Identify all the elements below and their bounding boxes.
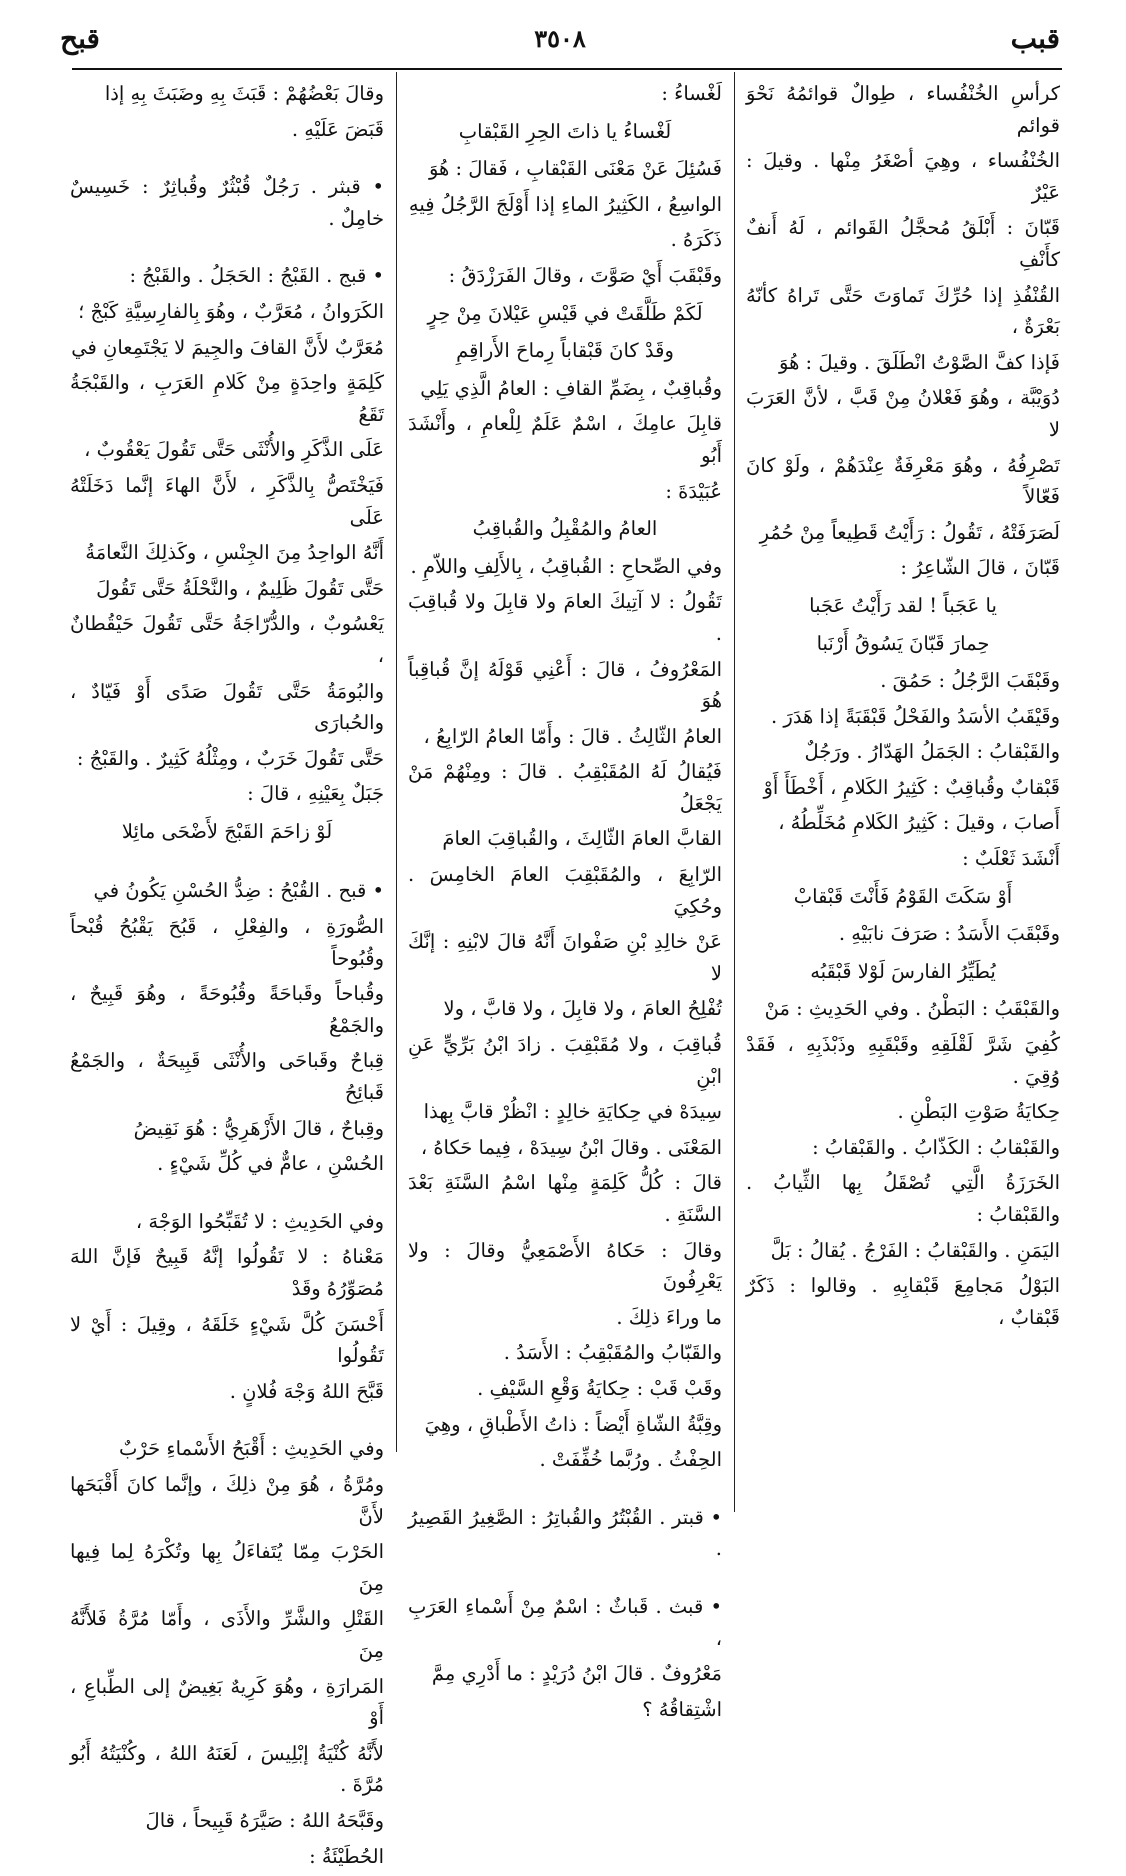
poetry-verse: لَغْساءُ يا ذاتَ الحِرِ القَبْقابِ [458, 119, 672, 143]
text-line: المَعْنَى . وقالَ ابْنُ سِيدَهْ ، فِيما حَكاهُ ، [420, 1135, 722, 1159]
text-line: المَعْرُوفُ ، قالَ : أَعْنِي قَوْلَهُ إنَّ قُباقِباً هُوَ [408, 657, 722, 713]
text-line: قُباقِبَ ، ولا مُقَبْقِبَ . زادَ ابْنُ بَرِّيٍّ عَنِ ابْنِ [408, 1033, 722, 1088]
text-line: المَرارَةِ ، وهُوَ كَرِيهٌ بَغِيضٌ إلى الطِّباعِ ، أَوْ [70, 1674, 384, 1730]
text-line: جَبَلٌ بِعَيْنِهِ ، قالَ : [247, 782, 384, 806]
text-line: الرّابِعَ ، والمُقَبْقِبَ العامَ الخامِسَ . وحُكِيَ [408, 863, 722, 918]
text-line: الكَرَوانُ ، مُعَرَّبٌ ، وهُوَ بِالفارِسِيَّةِ كَبْجْ ؛ [78, 299, 384, 323]
text-line: وقُباحاً وقَباحَةً وقُبُوحَةً ، وهُوَ قَبِيحٌ ، والجَمْعُ [70, 982, 384, 1037]
text-line: وقُباقِبٌ ، بِضَمِّ القافِ : العامُ الَّذِي يَلِي [420, 376, 722, 400]
text-line: والبُومَةُ حَتَّى تَقُولَ صَدًى أَوْ فَيّادٌ ، والحُبارَى [70, 679, 384, 735]
text-line: وقَيْقَبُ الأسَدُ والفَحْلُ قَبْقَبَةً إذا هَدَرَ . [771, 704, 1060, 728]
text-line: كرأسِ الخُنْفُساء ، طِوالٌ قوائمُهُ نَحْوَ قوائم [746, 82, 1060, 137]
text-line: القُنْفُذِ إذا حُرِّكَ تَماوَتَ حَتَّى تَراهُ كأنّهُ بَعْرَةٌ ، [746, 283, 1060, 339]
column-divider [396, 72, 398, 1452]
poetry-verse: حِمارَ قَبّانَ يَسُوقُ أَرْنَبا [816, 631, 990, 655]
text-line: الحُطَيْئَةُ : [309, 1844, 384, 1868]
text-line: الحَرْبَ مِمّا يُتَفاءَلُ بِها وتُكْرَهُ لِما فِيها مِنَ [70, 1540, 384, 1595]
text-line: والقَبّابُ والمُقَبْقِبُ : الأَسَدُ . [503, 1341, 722, 1365]
text-line: حِكايَةُ صَوْتِ البَطْنِ . [897, 1100, 1060, 1124]
text-line: الصُّورَةِ ، والفِعْلِ ، قَبُحَ يَقْبُحُ قُبْحاً وقُبُوحاً [70, 915, 384, 970]
text-line: ذَكَرَهُ . [670, 228, 722, 252]
text-line: الحِفْثُ . ورُبَّما خُفِّفَتْ . [539, 1448, 722, 1472]
text-line: الخُنْفُساء ، وهِيَ أصْغَرُ مِنْها . وقيلَ : عَيْرٌ [746, 149, 1060, 204]
text-line: اشْتِقاقُهُ ؟ [642, 1697, 722, 1721]
page-header [60, 22, 1060, 62]
text-line: عَلَى الذَّكَرِ والأُنْثَى حَتَّى تَقُولَ يَعْقُوبٌ ، [84, 438, 384, 462]
text-line: الواسِعُ ، الكَثِيرُ الماءِ إذا أَوْلَجَ الرَّجُلُ فِيهِ [408, 192, 722, 216]
text-line: والقَبْقَبُ : البَطْنُ . وفي الحَدِيثِ : مَنْ [764, 997, 1060, 1021]
entry-gap [70, 1411, 384, 1433]
entry-heading-line: • قبثر . رَجُلٌ قُبْثُرٌ وقُباثِرٌ : خَسِيسٌ خامِلٌ . [70, 175, 384, 230]
page-number: ٣٥٠٨ [534, 24, 586, 53]
text-line: كَلِمَةٍ واحِدَةٍ مِنْ كَلامِ العَرَبِ ، والقَبْجَةُ تَقَعُ [70, 371, 384, 426]
entry-gap [408, 1569, 722, 1591]
text-line: أَصابَ ، وقيلَ : كَثِيرُ الكَلامِ مُخَلِّطُهُ ، [778, 811, 1060, 835]
text-line: فَيُقالُ لَهُ المُقَبْقِبُ . قالَ : ومِنْهُمْ مَنْ يَجْعَلُ [408, 760, 722, 815]
entry-gap [70, 1184, 384, 1206]
text-line: قَبَضَ عَلَيْهِ . [291, 117, 384, 141]
entry-gap [70, 238, 384, 260]
poetry-verse: العامُ والمُقْبِلُ والقُباقِبُ [472, 517, 658, 541]
header-root-word-left: قبح [60, 22, 100, 55]
column-right [746, 78, 1060, 1337]
text-line: ومُرَّةُ ، هُوَ مِنْ ذلِكَ ، وإنَّما كانَ أَقْبَحَها لأَنَّ [70, 1472, 384, 1528]
text-line: لَصَرَفَتْهُ ، تَقُولُ : رَأَيْتُ قَطِيعاً مِنْ حُمُرِ [759, 520, 1060, 544]
poetry-verse: وقَدْ كانَ قَبْقاباً رِماحَ الأَراقِمِ [456, 339, 674, 363]
text-line: الخَرَزَةُ الَّتِي تُصْقَلُ بِها الثِّيابُ . والقَبْقابُ : [746, 1171, 1060, 1226]
text-line: ما وراءَ ذلِكَ . [616, 1305, 722, 1329]
text-line: مَعْناهُ : لا تَقُولُوا إنَّهُ قَبِيحٌ فَإنَّ اللهَ مُصَوِّرُهُ وقَدْ [70, 1245, 384, 1300]
text-line: فَسُئِلَ عَنْ مَعْنَى القَبْقابِ ، فَقالَ : هُوَ [428, 157, 722, 181]
text-line: قالَ : كُلُّ كَلِمَةٍ مِنْها اسْمُ السَّنَةِ بَعْدَ السَّنَةِ . [408, 1171, 722, 1226]
text-line: أَنَّهُ الواحِدُ مِنَ الجِنْسِ ، وكَذلِكَ النَّعامَةُ [85, 541, 384, 565]
poetry-verse: يُطَيِّرُ الفارسَ لَوْلا قَبْقَبُه [810, 959, 996, 983]
text-line: اليَمَنِ . والقَبْقابُ : الفَرْجُ . يُقالُ : بَلَّ [770, 1238, 1060, 1262]
text-line: لَغْساءُ : [661, 82, 722, 105]
text-line: تُفْلِحُ العامَ ، ولا قابِلَ ، ولا قابَّ ، ولا [443, 997, 722, 1021]
text-line: قَبّانَ ، قالَ الشّاعِرُ : [900, 556, 1060, 580]
entry-gap [408, 1480, 722, 1502]
text-line: يَعْسُوبٌ ، والدُّرّاجَةُ حَتَّى تَقُولَ حَيْقُطانٌ ، [70, 612, 384, 667]
text-line: مَعْرُوفٌ . قالَ ابْنُ دُرَيْدٍ : ما أَدْرِي مِمَّ [431, 1662, 722, 1686]
poetry-verse: لَوْ زاحَمَ القَبْجَ لأَضْحَى مائِلا [121, 819, 333, 843]
text-line: لأَنَّهُ كُنْيَةُ إبْلِيسَ ، لَعَنَهُ اللهُ ، وكُنْيَتُهُ أَبُو مُرَّةَ . [70, 1741, 384, 1797]
text-line: وقِباحٌ ، قالَ الأَزْهَرِيُّ : هُوَ نَقِيضُ [133, 1116, 384, 1140]
text-line: وفي الصِّحاحِ : القُباقِبُ ، بِالأَلِفِ واللاّمِ . [410, 554, 722, 578]
text-line: قابِلَ عامِكَ ، اسْمٌ عَلَمٌ لِلْعامِ ، وأَنْشَدَ أَبُو [408, 412, 722, 467]
column-middle [408, 78, 722, 1729]
text-line: فَيَخْتَصُّ بِالذَّكَرِ ، لأَنَّ الهاءَ إنَّما دَخَلَتْهُ عَلَى [70, 473, 384, 529]
text-line: العامُ الثّالِثُ . قالَ : وأَمّا العامُ الرّابِعُ ، [423, 724, 722, 748]
header-rule [72, 68, 1062, 70]
entry-gap [70, 149, 384, 171]
text-line: وقَبْ قَبْ : حِكايَةُ وَقْعِ السَّيْفِ . [477, 1376, 722, 1400]
text-line: وفي الحَدِيثِ : لا تُقَبِّحُوا الوَجْهَ ، [135, 1209, 384, 1233]
text-line: والقَبْقابُ : الكَذّابُ . والقَبْقابُ : [812, 1135, 1060, 1159]
poetry-verse: لَكَمْ طَلَّقَتْ في قَيْسِ عَيْلانَ مِنْ حِرٍ [427, 301, 703, 325]
text-line: قَبَّحَ اللهُ وَجْهَ فُلانٍ . [229, 1379, 384, 1403]
entry-gap [70, 853, 384, 875]
column-left [70, 78, 384, 1876]
text-line: البَوْلُ مَجامِعَ قَبْقابِهِ . وقالوا : ذَكَرٌ قَبْقابٌ ، [746, 1274, 1060, 1329]
entry-heading-line: • قبح . القُبْحُ : ضِدُّ الحُسْنِ يَكُونُ في [93, 879, 384, 903]
text-line: القابَّ العامَ الثّالِثَ ، والقُباقِبَ العامَ [442, 827, 722, 851]
text-line: أَنْشَدَ ثَعْلَبٌ : [962, 847, 1060, 871]
text-line: وفي الحَدِيثِ : أَقْبَحُ الأَسْماءِ حَرْبٌ [119, 1437, 384, 1461]
text-line: مُعَرَّبٌ لأَنَّ القافَ والجِيمَ لا يَجْتَمِعانِ في [71, 335, 384, 359]
column-divider [734, 72, 736, 1512]
poetry-verse: أَوْ سَكَتَ القَوْمُ فَأَنْتَ قَبْقابْ [793, 884, 1013, 908]
entry-heading-line: • قبج . القَبْجُ : الحَجَلُ . والقَبْجُ : [129, 264, 384, 288]
text-line: أَحْسَنَ كُلَّ شَيْءٍ خَلَقَهُ ، وقِيلَ : أَيْ لا تَقُولُوا [70, 1312, 384, 1368]
text-line: كُفِيَ شَرَّ لَقْلَقِهِ وقَبْقَبِهِ وذَبْذَبِهِ ، فَقَدْ وُقِيَ . [746, 1033, 1060, 1088]
text-line: وقَبْقَبَ الرَّجُلُ : حَمُقَ . [880, 669, 1060, 693]
text-line: وقَبْقَبَ الأَسَدُ : صَرَفَ نابَيْهِ . [838, 922, 1060, 946]
text-line: وقالَ بَعْضُهُمْ : قَبَثَ بِهِ وضَبَثَ بِهِ إذا [104, 82, 384, 105]
text-line: قَبّانَ : أَبْلَقُ مُحجَّلُ القَوائم ، لَهُ أَنفٌ كأَنْفِ [746, 216, 1060, 271]
text-line: تَقُولُ : لا آتِيكَ العامَ ولا قابِلَ ولا قُباقِبَ . [408, 590, 722, 645]
entry-heading-line: • قبتر . القُبْتُرُ والقُباتِرُ : الصَّغِيرُ القَصِيرُ . [408, 1505, 722, 1561]
poetry-verse: يا عَجَباً ! لقد رَأَيْتُ عَجَبا [809, 593, 997, 617]
text-line: تَصْرِفُهُ ، وهُوَ مَعْرِفَةٌ عِنْدَهُمْ ، ولَوْ كانَ فَعّالاً [746, 453, 1060, 509]
text-line: سِيدَهْ في حِكايَةِ خالِدٍ : انْظُرْ قابَّ بِهذا [423, 1100, 722, 1124]
text-line: القَتْلِ والشَّرِّ والأَذَى ، وأَمّا مُرَّةُ فَلأَنَّهُ مِنَ [70, 1607, 384, 1662]
text-line: وقَبَّحَهُ اللهُ : صَيَّرَهُ قَبِيحاً ، قالَ [145, 1808, 384, 1832]
text-line: وقِبَّةُ الشّاةِ أَيْضاً : ذاتُ الأَطْباقِ ، وهِيَ [424, 1412, 722, 1436]
text-line: فَإذا كفَّ الصَّوْتُ انْطَلَقَ . وقيلَ : هُوَ [779, 350, 1060, 374]
text-line: قِباحٌ وقَباحَى والأُنْثَى قَبِيحَةٌ ، والجَمْعُ قَبائِحُ [70, 1049, 384, 1105]
entry-heading-line: • قبث . قَباثٌ : اسْمٌ مِنْ أَسْماءِ العَرَبِ ، [408, 1594, 722, 1650]
text-line: قَبْقابٌ وقُباقِبٌ : كَثِيرُ الكَلامِ ، أَخْطَأَ أَوْ [763, 775, 1060, 799]
text-line: عُبَيْدَةَ : [665, 479, 722, 503]
text-line: حَتَّى تَقُولَ خَرَبٌ ، ومِثْلُهُ كَثِيرٌ . والقَبْجُ : [76, 746, 384, 770]
text-line: حَتَّى تَقُولَ ظَلِيمٌ ، والنَّحْلَةُ حَتَّى تَقُولَ [96, 576, 384, 600]
text-line: الحُسْنِ ، عامٌّ في كُلِّ شَيْءٍ . [157, 1152, 384, 1176]
text-line: والقَبْقابُ : الجَمَلُ الهَدّارُ . ورَجُلٌ [804, 740, 1060, 764]
text-line: دُوَيْبَّة ، وهُوَ فَعْلانُ مِنْ قَبَّ ، لأنَّ العَرَبَ لا [746, 386, 1060, 441]
text-line: وقَبْقَبَ أَيْ صَوَّتَ ، وقالَ الفَرَزْدَقُ : [448, 263, 722, 287]
text-line: عَنْ خالِدِ بْنِ صَفْوانَ أَنَّهُ قالَ لابْنِهِ : إنَّكَ لا [408, 930, 722, 985]
header-root-word-right: قبب [1010, 22, 1060, 55]
text-line: وقالَ : حَكاهُ الأَصْمَعِيُّ وقالَ : ولا يَعْرِفُونَ [408, 1238, 722, 1294]
